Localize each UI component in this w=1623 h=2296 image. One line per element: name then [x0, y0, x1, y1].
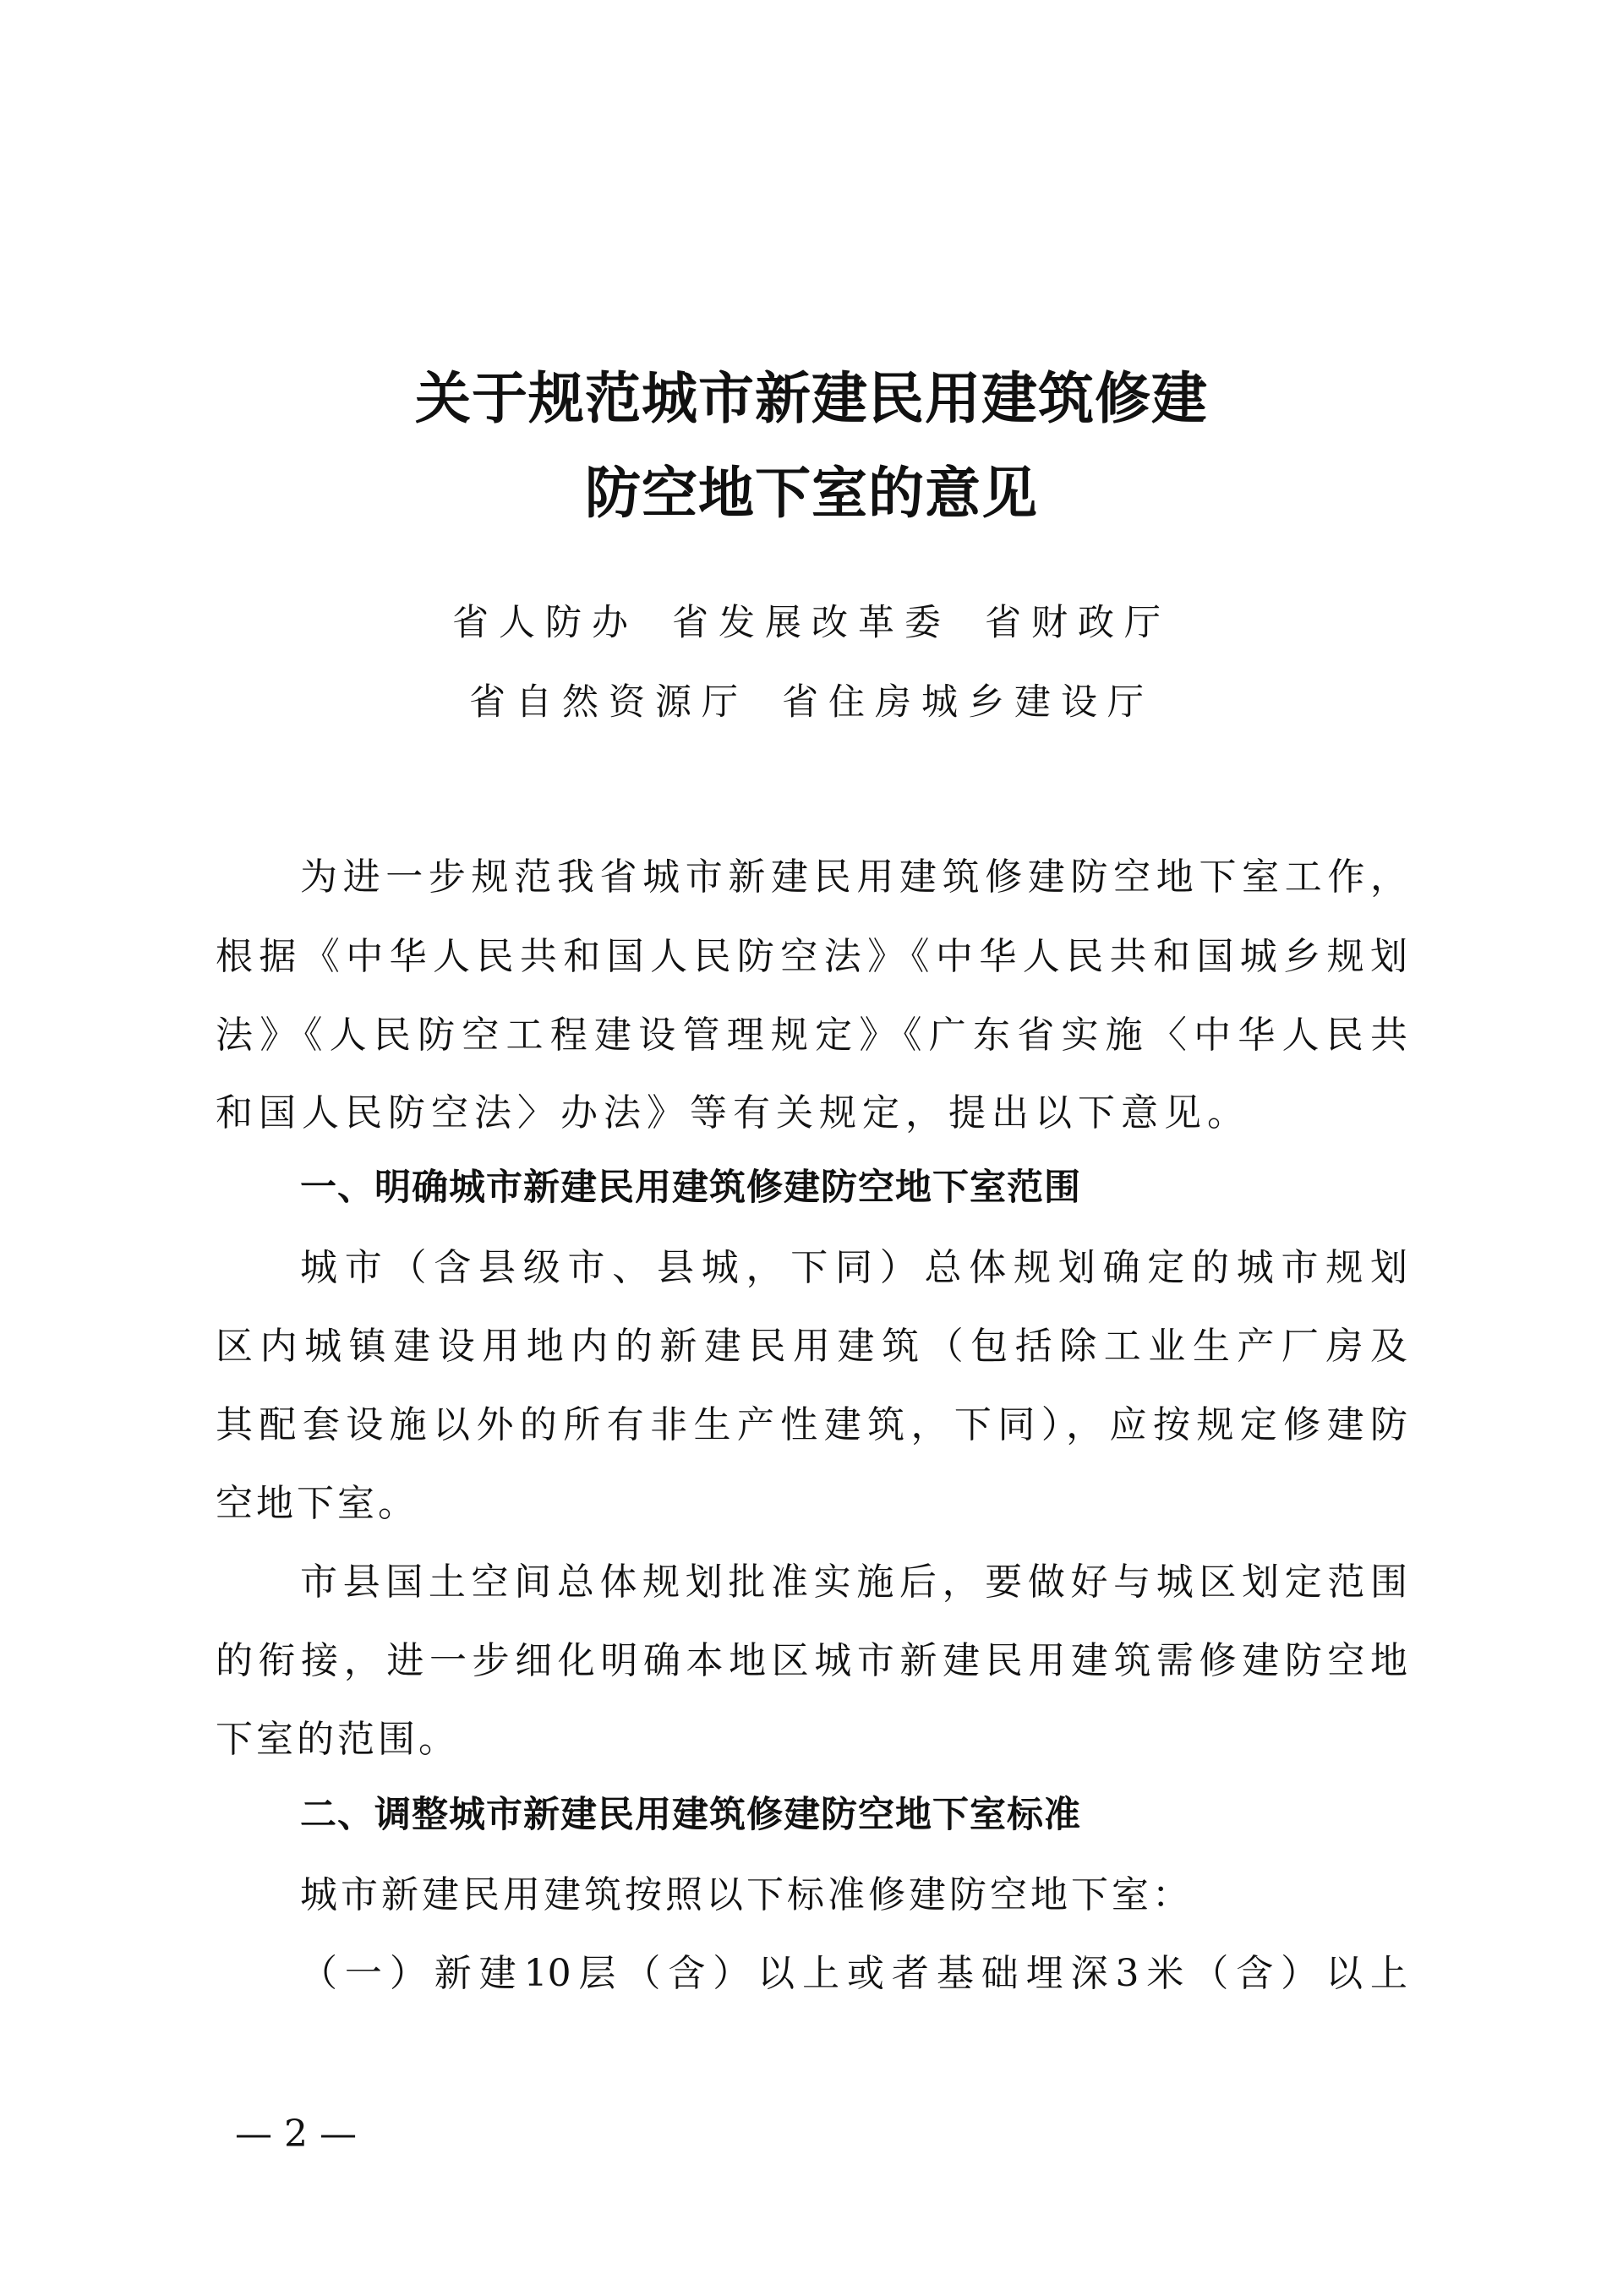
body-text-line: 和国人民防空法〉办法》等有关规定，提出以下意见。 — [216, 1091, 1250, 1134]
body-text-line: 根据《中华人民共和国人民防空法》《中华人民共和国城乡规划 — [216, 935, 1407, 978]
issuer-name: 省自然资源厅 — [469, 681, 748, 724]
body-text-line: 城市（含县级市、县城，下同）总体规划确定的城市规划 — [300, 1246, 1407, 1289]
issuer-name: 省住房城乡建设厅 — [782, 681, 1154, 724]
body-text-line: 的衔接，进一步细化明确本地区城市新建民用建筑需修建防空地 — [216, 1639, 1407, 1682]
body-text-line: 下室的范围。 — [216, 1718, 459, 1761]
body-text-line: 为进一步规范我省城市新建民用建筑修建防空地下室工作， — [300, 856, 1407, 899]
body-text-line: （一）新建10层（含）以上或者基础埋深3米（含）以上 — [300, 1952, 1407, 1995]
document-title-line-2: 防空地下室的意见 — [585, 460, 1038, 526]
page-number: — 2 — — [235, 2113, 357, 2156]
document-title-line-1: 关于规范城市新建民用建筑修建 — [415, 365, 1208, 431]
section-heading-2: 二、调整城市新建民用建筑修建防空地下室标准 — [300, 1794, 1081, 1836]
body-text-line: 城市新建民用建筑按照以下标准修建防空地下室： — [300, 1873, 1193, 1916]
body-text-line: 市县国土空间总体规划批准实施后，要做好与城区划定范围 — [300, 1561, 1407, 1604]
issuer-name: 省财政厅 — [985, 602, 1171, 644]
body-text-line: 空地下室。 — [216, 1482, 418, 1525]
body-text-line: 法》《人民防空工程建设管理规定》《广东省实施〈中华人民共 — [216, 1014, 1407, 1057]
issuers-line-1 — [0, 602, 1623, 644]
issuers-line-2 — [0, 681, 1623, 724]
body-text-line: 区内城镇建设用地内的新建民用建筑（包括除工业生产厂房及 — [216, 1325, 1407, 1368]
body-text-line: 其配套设施以外的所有非生产性建筑，下同），应按规定修建防 — [216, 1403, 1407, 1446]
issuer-name: 省人防办 — [452, 602, 638, 644]
issuer-name: 省发展改革委 — [672, 602, 951, 644]
section-heading-1: 一、明确城市新建民用建筑修建防空地下室范围 — [300, 1167, 1081, 1209]
